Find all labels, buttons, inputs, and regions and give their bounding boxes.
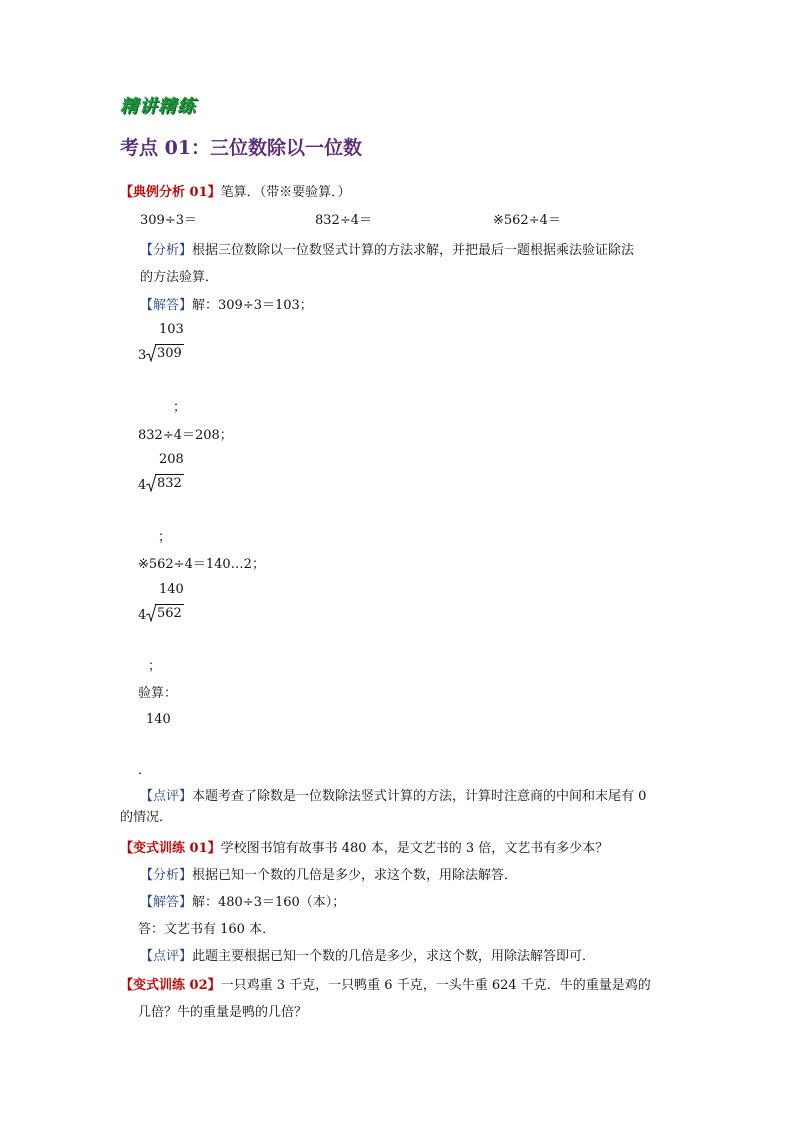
analysis-text: 根据三位数除以一位数竖式计算的方法求解，并把最后一题根据乘法验证除法 [192,243,635,258]
check-value: 140 [146,712,171,727]
practice1-analysis [140,868,517,884]
practice1-analysis-tag: 【分析】 [140,868,193,883]
comment-text: 本题考查了除数是一位数除法竖式计算的方法，计算时注意商的中间和末尾有 0 [192,789,647,804]
problem-1: 309÷3＝ [140,213,197,228]
practice1-tag: 【变式训练 01】 [120,841,221,856]
example-prompt: 笔算．（带※要验算．） [220,185,351,200]
check-label: 验算： [138,686,178,701]
divisor-2: 4 [138,478,147,493]
equation-2: 832÷4＝208； [138,428,233,443]
example-heading [120,185,351,201]
example-tag: 【典例分析 01】 [120,185,221,200]
practice1-answer-tag: 【解答】 [140,895,193,910]
divisor-3: 4 [138,608,147,623]
comment-tag: 【点评】 [140,789,193,804]
dividend-1: 309 [157,346,182,361]
practice2-heading [120,978,651,994]
quotient-2: 208 [159,452,184,467]
practice1-analysis-text: 根据已知一个数的几倍是多少，求这个数，用除法解答． [192,868,518,883]
semicolon-1: ； [173,400,187,415]
practice2-question-cont: 几倍？牛的重量是鸭的几倍？ [138,1005,308,1020]
practice1-comment-text: 此题主要根据已知一个数的几倍是多少，求这个数，用除法解答即可． [192,949,596,964]
analysis-tag: 【分析】 [140,243,193,258]
practice1-comment-tag: 【点评】 [140,949,193,964]
practice1-answer-text: 解：480÷3＝160（本）； [192,895,346,910]
example-analysis-cont: 的方法验算． [140,270,219,285]
example-answer [140,298,313,314]
practice2-tag: 【变式训练 02】 [120,978,221,993]
practice1-answer [140,895,345,911]
quotient-3: 140 [159,582,184,597]
example-analysis [140,243,634,259]
header-logo: 精讲精练 [120,96,196,117]
equation-3: ※562÷4＝140…2； [138,557,265,572]
dividend-2: 832 [157,476,182,491]
problem-3: ※562÷4＝ [493,213,561,228]
practice1-reply: 答：文艺书有 160 本． [138,922,276,937]
section-title: 考点 01：三位数除以一位数 [120,137,363,159]
practice1-question: 学校图书馆有故事书 480 本，是文艺书的 3 倍，文艺书有多少本？ [220,841,609,856]
semicolon-3: ； [148,659,162,674]
answer-text: 解：309÷3＝103； [192,298,313,313]
divisor-1: 3 [138,348,147,363]
example-comment [140,789,646,805]
problem-2: 832÷4＝ [315,213,372,228]
example-comment-cont: 的情况． [120,810,173,825]
quotient-1: 103 [159,322,184,337]
answer-tag: 【解答】 [140,298,193,313]
practice1-comment [140,949,595,965]
semicolon-2: ； [158,530,172,545]
dividend-3: 562 [157,606,182,621]
practice1-heading [120,841,608,857]
period-mark: ． [138,763,152,778]
practice2-question: 一只鸡重 3 千克，一只鸭重 6 千克，一头牛重 624 千克．牛的重量是鸡的 [220,978,651,993]
